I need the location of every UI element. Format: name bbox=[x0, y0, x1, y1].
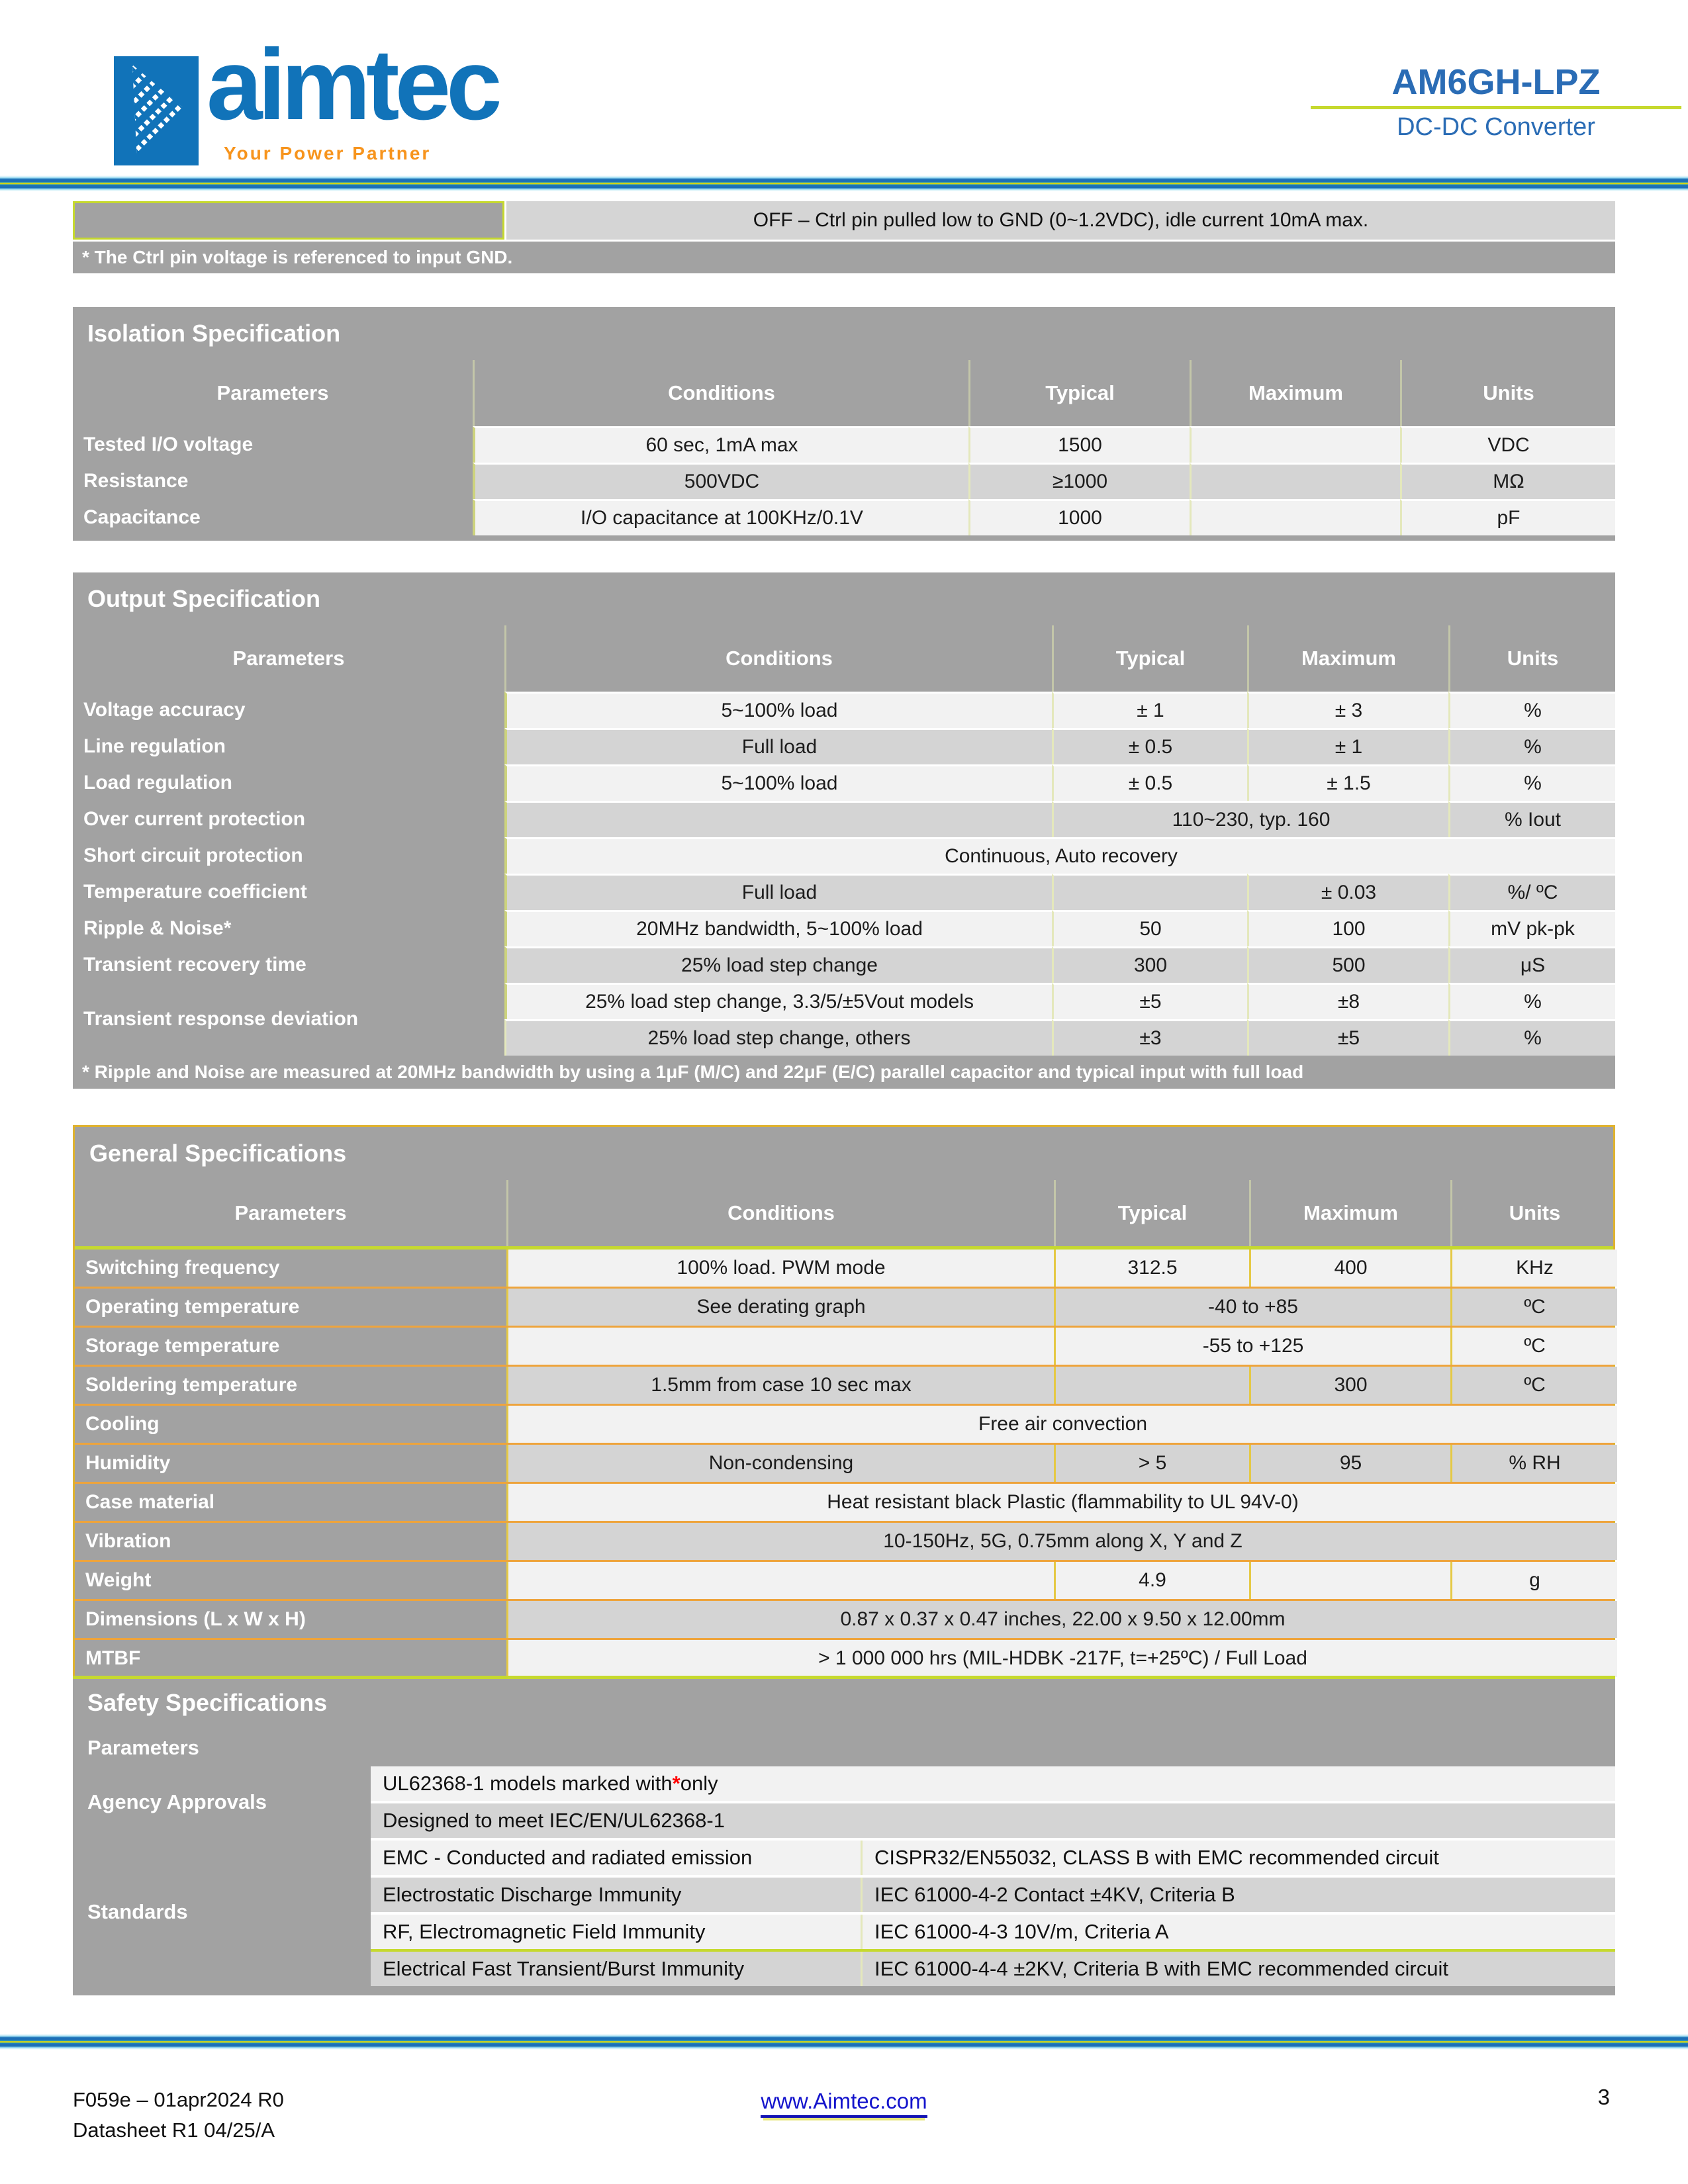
table-row bbox=[371, 1801, 1615, 1838]
cell-maximum: ±8 bbox=[1247, 983, 1448, 1019]
page-number: 3 bbox=[1597, 2085, 1610, 2109]
cell-maximum bbox=[1190, 426, 1400, 463]
standard-value: IEC 61000-4-4 ±2KV, Criteria B with EMC recommended circuit bbox=[861, 1952, 1615, 1986]
row-label: Weight bbox=[85, 1569, 152, 1591]
section-title: Isolation Specification bbox=[87, 320, 341, 347]
footer-divider-rule bbox=[0, 2034, 1688, 2050]
cell-conditions: 25% load step change bbox=[504, 946, 1052, 983]
header-title-block bbox=[1311, 61, 1681, 142]
cell-units: VDC bbox=[1400, 426, 1615, 463]
aimtec-logo-text: aimtec bbox=[207, 28, 498, 141]
section-title: Output Specification bbox=[87, 585, 321, 612]
cell-conditions: Non-condensing bbox=[506, 1445, 1054, 1482]
cell-conditions bbox=[504, 801, 1052, 837]
row-label: Over current protection bbox=[83, 807, 306, 830]
cell-typical: ± 0.5 bbox=[1052, 728, 1247, 764]
table-row bbox=[73, 910, 1615, 946]
table-row bbox=[73, 463, 1615, 499]
cell-maximum: 400 bbox=[1249, 1250, 1450, 1287]
row-label: Case material bbox=[85, 1491, 215, 1513]
footer-link-wrap bbox=[0, 2089, 1688, 2118]
row-label: Soldering temperature bbox=[85, 1374, 298, 1396]
table-row bbox=[73, 764, 1615, 801]
cell-maximum: ± 3 bbox=[1247, 692, 1448, 728]
logo-tagline: Your Power Partner bbox=[224, 143, 432, 163]
cell-typical: ± 1 bbox=[1052, 692, 1247, 728]
cell-units: ºC bbox=[1450, 1367, 1617, 1404]
cell-conditions: See derating graph bbox=[506, 1289, 1054, 1326]
cell-conditions: Full load bbox=[504, 728, 1052, 764]
row-label: Switching frequency bbox=[85, 1257, 280, 1279]
row-label: Vibration bbox=[85, 1530, 171, 1552]
row-label: Humidity bbox=[85, 1452, 171, 1474]
general-specifications-section bbox=[73, 1125, 1615, 1682]
cell-full-width: 0.87 x 0.37 x 0.47 inches, 22.00 x 9.50 x 12.00mm bbox=[506, 1601, 1617, 1638]
cell-maximum: 100 bbox=[1247, 910, 1448, 946]
table-row bbox=[75, 1638, 1613, 1677]
cell-typical bbox=[1052, 874, 1247, 910]
cell-units: % bbox=[1448, 764, 1615, 801]
cell-typical: 1500 bbox=[968, 426, 1190, 463]
cell-maximum: ±5 bbox=[1247, 1019, 1448, 1056]
text-segment: only bbox=[680, 1772, 718, 1795]
table-row bbox=[73, 837, 1615, 874]
ctrl-off-description: OFF – Ctrl pin pulled low to GND (0~1.2VDC), idle current 10mA max. bbox=[506, 201, 1615, 240]
table-row bbox=[75, 1250, 1613, 1287]
cell-maximum: 500 bbox=[1247, 946, 1448, 983]
row-label: Standards bbox=[87, 1900, 188, 1923]
cell-conditions: 25% load step change, others bbox=[504, 1019, 1052, 1056]
aimtec-logo-icon bbox=[114, 56, 199, 165]
agency-approval-text: Designed to meet IEC/EN/UL62368-1 bbox=[371, 1803, 1615, 1838]
column-header: Conditions bbox=[473, 360, 968, 426]
section-title: General Specifications bbox=[89, 1140, 347, 1167]
cell-conditions: Full load bbox=[504, 874, 1052, 910]
cell-full-width: Continuous, Auto recovery bbox=[504, 837, 1615, 874]
column-header: Typical bbox=[1054, 1180, 1249, 1246]
column-header: Parameters bbox=[232, 647, 345, 670]
column-header: Parameters bbox=[216, 381, 329, 404]
row-label: Storage temperature bbox=[85, 1335, 280, 1357]
table-row bbox=[73, 801, 1615, 837]
table-row bbox=[371, 1949, 1615, 1986]
cell-units: ºC bbox=[1450, 1289, 1617, 1326]
cell-conditions: I/O capacitance at 100KHz/0.1V bbox=[473, 499, 968, 535]
output-specification-section bbox=[73, 572, 1615, 1089]
cell-conditions: 1.5mm from case 10 sec max bbox=[506, 1367, 1054, 1404]
table-row bbox=[73, 874, 1615, 910]
column-header: Conditions bbox=[506, 1180, 1054, 1246]
column-header: Units bbox=[1400, 360, 1615, 426]
table-row bbox=[75, 1365, 1613, 1404]
table-row bbox=[73, 728, 1615, 764]
cell-units: % bbox=[1448, 692, 1615, 728]
table-row bbox=[75, 1326, 1613, 1365]
cell-conditions: 5~100% load bbox=[504, 692, 1052, 728]
cell-typical: ± 0.5 bbox=[1052, 764, 1247, 801]
website-link[interactable]: www.Aimtec.com bbox=[761, 2089, 927, 2118]
row-label: Temperature coefficient bbox=[83, 880, 307, 903]
cell-units: μS bbox=[1448, 946, 1615, 983]
cell-maximum bbox=[1190, 463, 1400, 499]
cell-units: % bbox=[1448, 728, 1615, 764]
cell-typical-maximum: 110~230, typ. 160 bbox=[1052, 801, 1448, 837]
standard-value: CISPR32/EN55032, CLASS B with EMC recommended circuit bbox=[861, 1841, 1615, 1875]
cell-typical: 300 bbox=[1052, 946, 1247, 983]
cell-units: %/ ºC bbox=[1448, 874, 1615, 910]
table-row bbox=[75, 1287, 1613, 1326]
cell-typical-maximum: -55 to +125 bbox=[1054, 1328, 1450, 1365]
table-row bbox=[371, 1841, 1615, 1875]
product-subtitle: DC-DC Converter bbox=[1397, 113, 1595, 141]
cell-typical-maximum: -40 to +85 bbox=[1054, 1289, 1450, 1326]
standard-name: RF, Electromagnetic Field Immunity bbox=[371, 1915, 861, 1949]
cell-units: % RH bbox=[1450, 1445, 1617, 1482]
title-underline bbox=[1311, 106, 1681, 109]
table-row-group bbox=[73, 983, 1615, 1056]
standard-name: Electrical Fast Transient/Burst Immunity bbox=[371, 1952, 861, 1986]
column-header: Maximum bbox=[1190, 360, 1400, 426]
cell-maximum: ± 0.03 bbox=[1247, 874, 1448, 910]
column-header: Maximum bbox=[1249, 1180, 1450, 1246]
ctrl-footnote: * The Ctrl pin voltage is referenced to input GND. bbox=[73, 242, 1615, 273]
row-label: Operating temperature bbox=[85, 1296, 300, 1318]
table-header-row bbox=[73, 360, 1615, 426]
row-label: Voltage accuracy bbox=[83, 698, 246, 721]
table-row bbox=[73, 946, 1615, 983]
cell-conditions: 60 sec, 1mA max bbox=[473, 426, 968, 463]
column-header: Typical bbox=[968, 360, 1190, 426]
table-row bbox=[73, 692, 1615, 728]
column-header: Units bbox=[1448, 625, 1615, 692]
table-row bbox=[75, 1521, 1613, 1560]
row-label: Dimensions (L x W x H) bbox=[85, 1608, 306, 1630]
doc-revision: Datasheet R1 04/25/A bbox=[73, 2118, 275, 2142]
cell-maximum: ± 1 bbox=[1247, 728, 1448, 764]
cell-typical: ≥1000 bbox=[968, 463, 1190, 499]
row-label: Load regulation bbox=[83, 771, 232, 794]
agency-approval-text bbox=[371, 1766, 1615, 1801]
cell-full-width: 10-150Hz, 5G, 0.75mm along X, Y and Z bbox=[506, 1523, 1617, 1560]
column-header: Units bbox=[1450, 1180, 1617, 1246]
cell-units: pF bbox=[1400, 499, 1615, 535]
cell-typical: 4.9 bbox=[1054, 1562, 1249, 1599]
cell-conditions: 25% load step change, 3.3/5/±5Vout models bbox=[504, 983, 1052, 1019]
table-row bbox=[371, 1766, 1615, 1801]
standard-name: Electrostatic Discharge Immunity bbox=[371, 1878, 861, 1912]
cell-conditions bbox=[506, 1562, 1054, 1599]
doc-reference: F059e – 01apr2024 R0 bbox=[73, 2088, 284, 2111]
table-row bbox=[371, 1875, 1615, 1912]
row-label: Resistance bbox=[83, 469, 189, 492]
cell-maximum: 95 bbox=[1249, 1445, 1450, 1482]
cell-typical: ±5 bbox=[1052, 983, 1247, 1019]
row-label: Agency Approvals bbox=[87, 1790, 267, 1813]
column-header: Parameters bbox=[234, 1201, 347, 1224]
row-label: Transient recovery time bbox=[83, 953, 306, 976]
column-header: Maximum bbox=[1247, 625, 1448, 692]
cell-maximum: 300 bbox=[1249, 1367, 1450, 1404]
row-label: Ripple & Noise* bbox=[83, 917, 232, 939]
cell-conditions bbox=[506, 1328, 1054, 1365]
cell-maximum bbox=[1190, 499, 1400, 535]
table-row bbox=[75, 1482, 1613, 1521]
cell-units: ºC bbox=[1450, 1328, 1617, 1365]
ctrl-empty-cell bbox=[73, 201, 504, 240]
standard-value: IEC 61000-4-2 Contact ±4KV, Criteria B bbox=[861, 1878, 1615, 1912]
table-header-row bbox=[75, 1180, 1613, 1246]
row-label: Capacitance bbox=[83, 506, 201, 528]
cell-typical: > 5 bbox=[1054, 1445, 1249, 1482]
isolation-specification-section bbox=[73, 307, 1615, 541]
row-label: Tested I/O voltage bbox=[83, 433, 254, 455]
cell-maximum bbox=[1249, 1562, 1450, 1599]
table-header-row bbox=[73, 625, 1615, 692]
ripple-noise-footnote: * Ripple and Noise are measured at 20MHz bandwidth by using a 1μF (M/C) and 22μF (E/C) parallel capacitor and typical input with full load bbox=[82, 1062, 1304, 1082]
header-divider-rule bbox=[0, 175, 1688, 191]
cell-units: % Iout bbox=[1448, 801, 1615, 837]
cell-maximum: ± 1.5 bbox=[1247, 764, 1448, 801]
cell-conditions: 20MHz bandwidth, 5~100% load bbox=[504, 910, 1052, 946]
cell-conditions: 5~100% load bbox=[504, 764, 1052, 801]
table-row bbox=[73, 201, 1615, 240]
cell-units: g bbox=[1450, 1562, 1617, 1599]
cell-units: mV pk-pk bbox=[1448, 910, 1615, 946]
column-header: Conditions bbox=[504, 625, 1052, 692]
section-title: Safety Specifications bbox=[87, 1689, 328, 1716]
cell-typical: 312.5 bbox=[1054, 1250, 1249, 1287]
cell-full-width: Free air convection bbox=[506, 1406, 1617, 1443]
table-row bbox=[75, 1599, 1613, 1638]
cell-typical: ±3 bbox=[1052, 1019, 1247, 1056]
cell-typical: 1000 bbox=[968, 499, 1190, 535]
cell-typical bbox=[1054, 1367, 1249, 1404]
table-row bbox=[75, 1443, 1613, 1482]
ctrl-pin-table bbox=[73, 201, 1615, 273]
row-label: Transient response deviation bbox=[83, 1008, 359, 1030]
cell-conditions: 100% load. PWM mode bbox=[506, 1250, 1054, 1287]
text-segment: UL62368-1 models marked with bbox=[383, 1772, 673, 1795]
product-name: AM6GH-LPZ bbox=[1391, 62, 1601, 102]
row-label: Short circuit protection bbox=[83, 844, 303, 866]
parameters-label: Parameters bbox=[87, 1736, 199, 1759]
row-label: MTBF bbox=[85, 1647, 141, 1669]
cell-typical: 50 bbox=[1052, 910, 1247, 946]
column-header: Typical bbox=[1052, 625, 1247, 692]
cell-full-width: > 1 000 000 hrs (MIL-HDBK -217F, t=+25ºC) / Full Load bbox=[506, 1640, 1617, 1677]
cell-units: MΩ bbox=[1400, 463, 1615, 499]
agency-approvals-group bbox=[73, 1766, 1615, 1838]
cell-full-width: Heat resistant black Plastic (flammability to UL 94V-0) bbox=[506, 1484, 1617, 1521]
table-row bbox=[371, 1912, 1615, 1949]
row-label: Line regulation bbox=[83, 735, 226, 757]
standard-value: IEC 61000-4-3 10V/m, Criteria A bbox=[861, 1915, 1615, 1949]
cell-units: KHz bbox=[1450, 1250, 1617, 1287]
table-row bbox=[73, 426, 1615, 463]
red-asterisk: * bbox=[672, 1772, 680, 1795]
cell-units: % bbox=[1448, 983, 1615, 1019]
table-row bbox=[75, 1404, 1613, 1443]
table-row bbox=[75, 1560, 1613, 1599]
row-label: Cooling bbox=[85, 1413, 160, 1435]
table-row bbox=[73, 499, 1615, 535]
cell-conditions: 500VDC bbox=[473, 463, 968, 499]
standards-group bbox=[73, 1838, 1615, 1986]
cell-units: % bbox=[1448, 1019, 1615, 1056]
safety-specifications-section bbox=[73, 1676, 1615, 1995]
standard-name: EMC - Conducted and radiated emission bbox=[371, 1841, 861, 1875]
